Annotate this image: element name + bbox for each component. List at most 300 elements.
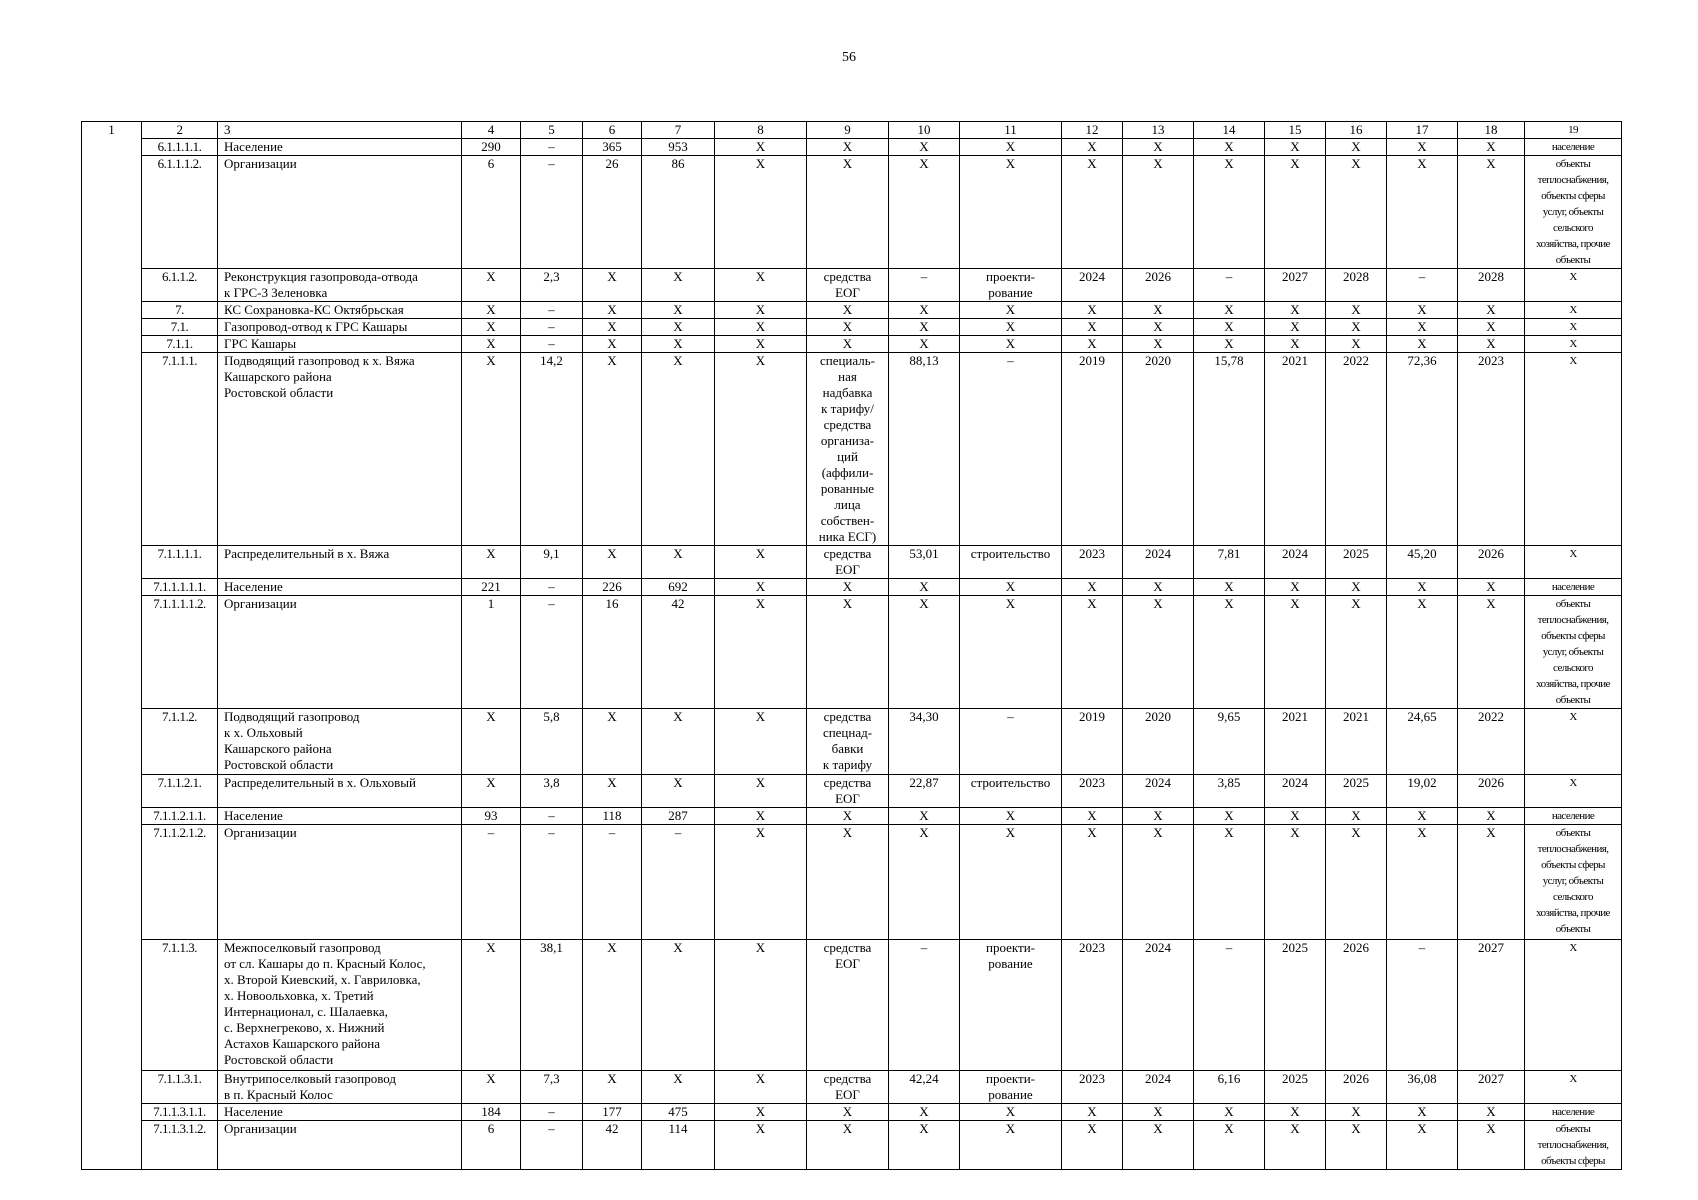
table-cell-col-3: Организации: [218, 596, 462, 709]
table-cell-col-3: Подводящий газопровод к х. Ольховый Кашарского района Ростовской области: [218, 709, 462, 775]
table-cell-col-8: X: [715, 709, 807, 775]
table-cell-col-7: 475: [642, 1104, 715, 1121]
table-cell-col-5: 38,1: [521, 940, 583, 1071]
table-cell-col-16: X: [1326, 1104, 1387, 1121]
table-cell-col-10: 22,87: [889, 775, 960, 808]
table-cell-col-7: 287: [642, 808, 715, 825]
table-cell-col-18: X: [1458, 139, 1525, 156]
table-cell-col-14: –: [1194, 940, 1265, 1071]
table-cell-col-8: X: [715, 319, 807, 336]
table-cell-col-3: Организации: [218, 156, 462, 269]
table-cell-col-1: [82, 596, 142, 709]
table-cell-col-8: X: [715, 156, 807, 269]
table-cell-col-17: X: [1387, 302, 1458, 319]
table-cell-col-12: X: [1062, 156, 1123, 269]
table-cell-col-9: X: [807, 1121, 889, 1170]
table-cell-col-13: X: [1123, 139, 1194, 156]
table-cell-col-8: X: [715, 775, 807, 808]
table-cell-col-6: X: [583, 302, 642, 319]
table-cell-col-3: Реконструкция газопровода-отвода к ГРС-3 Зеленовка: [218, 269, 462, 302]
table-cell-col-4: 93: [462, 808, 521, 825]
table-cell-col-4: –: [462, 825, 521, 940]
table-cell-col-6: X: [583, 709, 642, 775]
table-cell-col-3: Подводящий газопровод к х. Вяжа Кашарского района Ростовской области: [218, 353, 462, 546]
table-row: [82, 269, 1622, 302]
table-cell-col-9: X: [807, 596, 889, 709]
table-cell-col-14: X: [1194, 156, 1265, 269]
table-cell-col-17: 36,08: [1387, 1071, 1458, 1104]
table-cell-col-16: 2026: [1326, 940, 1387, 1071]
header-cell-col-5: 5: [521, 122, 583, 139]
table-cell-col-10: X: [889, 808, 960, 825]
table-cell-col-11: X: [960, 596, 1062, 709]
table-cell-col-17: 24,65: [1387, 709, 1458, 775]
table-cell-col-16: 2025: [1326, 546, 1387, 579]
table-cell-col-10: X: [889, 596, 960, 709]
table-cell-col-12: X: [1062, 596, 1123, 709]
page-number: 56: [842, 50, 856, 65]
table-cell-col-4: X: [462, 269, 521, 302]
table-cell-col-5: 14,2: [521, 353, 583, 546]
table-cell-col-6: 118: [583, 808, 642, 825]
table-cell-col-10: X: [889, 1121, 960, 1170]
table-cell-col-17: X: [1387, 596, 1458, 709]
table-cell-col-17: –: [1387, 269, 1458, 302]
table-cell-col-17: X: [1387, 336, 1458, 353]
table-cell-col-5: 9,1: [521, 546, 583, 579]
table-cell-col-10: 88,13: [889, 353, 960, 546]
table-cell-col-9: средства ЕОГ: [807, 775, 889, 808]
table-cell-col-18: 2027: [1458, 940, 1525, 1071]
table-cell-col-14: 15,78: [1194, 353, 1265, 546]
table-row: [82, 336, 1622, 353]
table-cell-col-15: X: [1265, 336, 1326, 353]
table-cell-col-15: 2021: [1265, 353, 1326, 546]
table-cell-col-1: [82, 1071, 142, 1104]
table-cell-col-3: Организации: [218, 825, 462, 940]
table-cell-col-2: 7.1.1.: [142, 336, 218, 353]
table-cell-col-5: 5,8: [521, 709, 583, 775]
table-cell-col-10: –: [889, 269, 960, 302]
table-row: [82, 808, 1622, 825]
table-cell-col-1: [82, 709, 142, 775]
table-cell-col-6: X: [583, 546, 642, 579]
table-cell-col-4: X: [462, 940, 521, 1071]
table-cell-col-16: X: [1326, 808, 1387, 825]
table-cell-col-7: 114: [642, 1121, 715, 1170]
table-cell-col-6: X: [583, 336, 642, 353]
table-cell-col-11: X: [960, 302, 1062, 319]
table-cell-col-2: 6.1.1.1.2.: [142, 156, 218, 269]
table-cell-col-8: X: [715, 1121, 807, 1170]
table-cell-col-3: КС Сохрановка-КС Октябрьская: [218, 302, 462, 319]
table-row: [82, 940, 1622, 1071]
table-row: [82, 775, 1622, 808]
table-cell-col-18: X: [1458, 808, 1525, 825]
table-cell-col-15: X: [1265, 808, 1326, 825]
table-cell-col-9: X: [807, 319, 889, 336]
table-cell-col-1: [82, 775, 142, 808]
table-cell-col-18: 2023: [1458, 353, 1525, 546]
table-cell-col-19: объекты теплоснабжения, объекты сферы услуг, объекты сельского хозяйства, прочие объекты: [1525, 156, 1622, 269]
table-cell-col-18: X: [1458, 302, 1525, 319]
table-cell-col-5: 2,3: [521, 269, 583, 302]
header-cell-col-15: 15: [1265, 122, 1326, 139]
header-cell-col-2: 2: [142, 122, 218, 139]
table-cell-col-19: X: [1525, 269, 1622, 302]
table-cell-col-2: 7.1.1.3.1.: [142, 1071, 218, 1104]
table-cell-col-10: X: [889, 139, 960, 156]
table-cell-col-7: X: [642, 775, 715, 808]
table-cell-col-7: 953: [642, 139, 715, 156]
table-cell-col-2: 7.1.1.2.: [142, 709, 218, 775]
table-cell-col-14: 3,85: [1194, 775, 1265, 808]
table-cell-col-6: 42: [583, 1121, 642, 1170]
table-cell-col-1: [82, 302, 142, 319]
table-cell-col-4: X: [462, 709, 521, 775]
table-cell-col-3: Газопровод-отвод к ГРС Кашары: [218, 319, 462, 336]
table-cell-col-1: [82, 1121, 142, 1170]
table-cell-col-3: Распределительный в х. Вяжа: [218, 546, 462, 579]
table-cell-col-4: X: [462, 336, 521, 353]
table-cell-col-17: X: [1387, 1121, 1458, 1170]
table-cell-col-8: X: [715, 269, 807, 302]
table-cell-col-7: X: [642, 319, 715, 336]
table-cell-col-5: –: [521, 336, 583, 353]
table-cell-col-5: –: [521, 302, 583, 319]
table-cell-col-3: Организации: [218, 1121, 462, 1170]
table-cell-col-15: X: [1265, 139, 1326, 156]
table-cell-col-8: X: [715, 1071, 807, 1104]
table-cell-col-7: X: [642, 1071, 715, 1104]
table-cell-col-2: 7.: [142, 302, 218, 319]
table-cell-col-13: X: [1123, 579, 1194, 596]
table-cell-col-13: X: [1123, 596, 1194, 709]
table-cell-col-4: X: [462, 546, 521, 579]
table-cell-col-11: X: [960, 156, 1062, 269]
table-cell-col-4: X: [462, 302, 521, 319]
table-cell-col-18: X: [1458, 579, 1525, 596]
table-cell-col-8: X: [715, 302, 807, 319]
table-cell-col-2: 6.1.1.2.: [142, 269, 218, 302]
table-cell-col-6: –: [583, 825, 642, 940]
table-cell-col-11: X: [960, 579, 1062, 596]
table-cell-col-15: 2025: [1265, 940, 1326, 1071]
table-cell-col-14: X: [1194, 596, 1265, 709]
table-cell-col-15: X: [1265, 1121, 1326, 1170]
table-cell-col-9: средства ЕОГ: [807, 546, 889, 579]
table-cell-col-3: Население: [218, 808, 462, 825]
table-cell-col-10: 34,30: [889, 709, 960, 775]
table-cell-col-18: 2022: [1458, 709, 1525, 775]
table-cell-col-5: –: [521, 1104, 583, 1121]
table-cell-col-16: 2022: [1326, 353, 1387, 546]
table-cell-col-1: [82, 1104, 142, 1121]
table-cell-col-7: –: [642, 825, 715, 940]
table-cell-col-2: 7.1.1.3.1.1.: [142, 1104, 218, 1121]
table-cell-col-18: X: [1458, 319, 1525, 336]
table-cell-col-10: X: [889, 336, 960, 353]
header-cell-col-10: 10: [889, 122, 960, 139]
table-cell-col-10: –: [889, 940, 960, 1071]
header-cell-col-9: 9: [807, 122, 889, 139]
table-cell-col-1: [82, 336, 142, 353]
table-cell-col-12: 2023: [1062, 546, 1123, 579]
table-cell-col-16: 2025: [1326, 775, 1387, 808]
table-cell-col-12: X: [1062, 579, 1123, 596]
table-row: [82, 596, 1622, 709]
table-cell-col-11: X: [960, 1121, 1062, 1170]
table-cell-col-1: [82, 353, 142, 546]
table-cell-col-6: 26: [583, 156, 642, 269]
table-cell-col-14: X: [1194, 1121, 1265, 1170]
table-cell-col-16: X: [1326, 336, 1387, 353]
table-cell-col-16: X: [1326, 579, 1387, 596]
table-cell-col-2: 7.1.: [142, 319, 218, 336]
table-cell-col-5: –: [521, 1121, 583, 1170]
table-cell-col-16: X: [1326, 825, 1387, 940]
table-cell-col-18: X: [1458, 825, 1525, 940]
table-cell-col-2: 7.1.1.3.1.2.: [142, 1121, 218, 1170]
table-cell-col-2: 7.1.1.1.: [142, 353, 218, 546]
table-cell-col-19: X: [1525, 302, 1622, 319]
table-row: [82, 302, 1622, 319]
header-cell-col-18: 18: [1458, 122, 1525, 139]
table-cell-col-2: 7.1.1.1.1.2.: [142, 596, 218, 709]
table-cell-col-19: X: [1525, 546, 1622, 579]
table-cell-col-3: Распределительный в х. Ольховый: [218, 775, 462, 808]
table-cell-col-14: X: [1194, 579, 1265, 596]
table-cell-col-14: 7,81: [1194, 546, 1265, 579]
table-cell-col-4: X: [462, 775, 521, 808]
table-cell-col-9: средства спецнад- бавки к тарифу: [807, 709, 889, 775]
table-cell-col-14: X: [1194, 336, 1265, 353]
table-cell-col-4: 6: [462, 156, 521, 269]
table-cell-col-16: X: [1326, 319, 1387, 336]
header-cell-col-12: 12: [1062, 122, 1123, 139]
header-cell-col-6: 6: [583, 122, 642, 139]
table-cell-col-7: X: [642, 353, 715, 546]
table-cell-col-8: X: [715, 579, 807, 596]
table-cell-col-1: [82, 825, 142, 940]
table-cell-col-5: –: [521, 319, 583, 336]
table-cell-col-8: X: [715, 139, 807, 156]
header-cell-col-8: 8: [715, 122, 807, 139]
table-cell-col-11: X: [960, 825, 1062, 940]
table-cell-col-13: X: [1123, 1104, 1194, 1121]
table-cell-col-7: X: [642, 302, 715, 319]
table-cell-col-17: 19,02: [1387, 775, 1458, 808]
table-cell-col-19: X: [1525, 1071, 1622, 1104]
table-cell-col-19: население: [1525, 139, 1622, 156]
header-cell-col-7: 7: [642, 122, 715, 139]
table-cell-col-6: 177: [583, 1104, 642, 1121]
table-cell-col-18: X: [1458, 156, 1525, 269]
table-cell-col-10: 53,01: [889, 546, 960, 579]
table-cell-col-13: X: [1123, 336, 1194, 353]
table-cell-col-12: 2023: [1062, 775, 1123, 808]
table-cell-col-14: X: [1194, 139, 1265, 156]
table-cell-col-9: X: [807, 808, 889, 825]
table-cell-col-16: X: [1326, 1121, 1387, 1170]
table-cell-col-10: X: [889, 1104, 960, 1121]
table-cell-col-15: 2027: [1265, 269, 1326, 302]
table-row: [82, 1121, 1622, 1170]
table-cell-col-14: –: [1194, 269, 1265, 302]
table-cell-col-11: проекти- рование: [960, 940, 1062, 1071]
table-cell-col-14: 6,16: [1194, 1071, 1265, 1104]
table-cell-col-17: X: [1387, 825, 1458, 940]
table-cell-col-10: X: [889, 579, 960, 596]
table-cell-col-12: 2023: [1062, 940, 1123, 1071]
table-cell-col-4: 221: [462, 579, 521, 596]
table-cell-col-11: X: [960, 319, 1062, 336]
table-cell-col-9: X: [807, 825, 889, 940]
table-cell-col-13: X: [1123, 808, 1194, 825]
table-cell-col-3: Население: [218, 139, 462, 156]
table-cell-col-19: X: [1525, 940, 1622, 1071]
table-cell-col-15: X: [1265, 156, 1326, 269]
table-cell-col-14: X: [1194, 319, 1265, 336]
table-cell-col-1: [82, 579, 142, 596]
header-cell-col-3: 3: [218, 122, 462, 139]
table-cell-col-9: X: [807, 579, 889, 596]
table-cell-col-13: 2020: [1123, 709, 1194, 775]
table-cell-col-16: 2021: [1326, 709, 1387, 775]
table-cell-col-8: X: [715, 940, 807, 1071]
table-cell-col-12: X: [1062, 808, 1123, 825]
table-cell-col-4: X: [462, 1071, 521, 1104]
table-cell-col-7: 42: [642, 596, 715, 709]
table-cell-col-12: X: [1062, 1121, 1123, 1170]
table-cell-col-15: 2024: [1265, 775, 1326, 808]
table-cell-col-10: X: [889, 825, 960, 940]
table-cell-col-15: X: [1265, 596, 1326, 709]
table-row: [82, 1104, 1622, 1121]
table-cell-col-17: 72,36: [1387, 353, 1458, 546]
table-cell-col-7: X: [642, 546, 715, 579]
table-cell-col-6: 365: [583, 139, 642, 156]
table-row: [82, 579, 1622, 596]
table-cell-col-8: X: [715, 596, 807, 709]
table-cell-col-18: X: [1458, 336, 1525, 353]
table-cell-col-12: X: [1062, 302, 1123, 319]
header-cell-col-17: 17: [1387, 122, 1458, 139]
table-cell-col-14: X: [1194, 808, 1265, 825]
table-cell-col-11: проекти- рование: [960, 269, 1062, 302]
table-cell-col-11: X: [960, 336, 1062, 353]
table-cell-col-1: [82, 808, 142, 825]
table-cell-col-16: X: [1326, 156, 1387, 269]
table-cell-col-18: 2026: [1458, 775, 1525, 808]
table-cell-col-13: X: [1123, 825, 1194, 940]
table-cell-col-5: –: [521, 825, 583, 940]
gas-infrastructure-table: [81, 121, 1622, 1170]
table-cell-col-6: X: [583, 319, 642, 336]
table-cell-col-10: X: [889, 302, 960, 319]
table-cell-col-16: X: [1326, 596, 1387, 709]
table-cell-col-15: X: [1265, 825, 1326, 940]
table-cell-col-12: 2023: [1062, 1071, 1123, 1104]
table-cell-col-1: [82, 139, 142, 156]
header-cell-col-11: 11: [960, 122, 1062, 139]
table-cell-col-14: X: [1194, 302, 1265, 319]
table-cell-col-17: X: [1387, 319, 1458, 336]
table-cell-col-3: Межпоселковый газопровод от сл. Кашары до п. Красный Колос, х. Второй Киевский, х. Гавриловка, х. Новоольховка, х. Третий Интернационал, с. Шалаевка, с. Верхнегреково, х. Нижний Астахов Кашарского района Ростовской области: [218, 940, 462, 1071]
table-cell-col-2: 7.1.1.3.: [142, 940, 218, 1071]
table-cell-col-16: 2026: [1326, 1071, 1387, 1104]
table-row: [82, 156, 1622, 269]
table-cell-col-19: население: [1525, 808, 1622, 825]
table-cell-col-2: 6.1.1.1.1.: [142, 139, 218, 156]
table-cell-col-1: [82, 546, 142, 579]
table-cell-col-9: средства ЕОГ: [807, 940, 889, 1071]
table-cell-col-8: X: [715, 825, 807, 940]
table-cell-col-12: X: [1062, 336, 1123, 353]
table-cell-col-9: средства ЕОГ: [807, 1071, 889, 1104]
table-cell-col-10: 42,24: [889, 1071, 960, 1104]
table-cell-col-12: X: [1062, 139, 1123, 156]
table-cell-col-2: 7.1.1.2.1.2.: [142, 825, 218, 940]
table-cell-col-10: X: [889, 319, 960, 336]
table-cell-col-11: проекти- рование: [960, 1071, 1062, 1104]
table-cell-col-1: [82, 319, 142, 336]
table-cell-col-3: Население: [218, 579, 462, 596]
table-cell-col-12: X: [1062, 319, 1123, 336]
table-cell-col-6: X: [583, 1071, 642, 1104]
table-cell-col-9: X: [807, 336, 889, 353]
table-cell-col-13: X: [1123, 156, 1194, 269]
table-cell-col-7: X: [642, 709, 715, 775]
table-cell-col-4: 290: [462, 139, 521, 156]
table-cell-col-13: 2026: [1123, 269, 1194, 302]
table-cell-col-18: 2026: [1458, 546, 1525, 579]
table-cell-col-3: Внутрипоселковый газопровод в п. Красный Колос: [218, 1071, 462, 1104]
table-cell-col-18: X: [1458, 1121, 1525, 1170]
table-cell-col-5: 7,3: [521, 1071, 583, 1104]
table-cell-col-13: 2024: [1123, 940, 1194, 1071]
header-cell-col-19: 19: [1525, 122, 1622, 139]
table-cell-col-19: X: [1525, 319, 1622, 336]
table-cell-col-3: ГРС Кашары: [218, 336, 462, 353]
table-row: [82, 546, 1622, 579]
table-cell-col-17: X: [1387, 808, 1458, 825]
table-cell-col-8: X: [715, 808, 807, 825]
table-cell-col-8: X: [715, 546, 807, 579]
table-cell-col-18: 2028: [1458, 269, 1525, 302]
table-cell-col-4: 6: [462, 1121, 521, 1170]
table-cell-col-9: средства ЕОГ: [807, 269, 889, 302]
table-cell-col-13: X: [1123, 302, 1194, 319]
table-cell-col-2: 7.1.1.2.1.: [142, 775, 218, 808]
table-cell-col-9: X: [807, 139, 889, 156]
table-cell-col-7: 692: [642, 579, 715, 596]
table-cell-col-11: –: [960, 353, 1062, 546]
table-cell-col-18: X: [1458, 1104, 1525, 1121]
table-cell-col-9: X: [807, 1104, 889, 1121]
table-cell-col-17: X: [1387, 1104, 1458, 1121]
table-cell-col-13: 2024: [1123, 546, 1194, 579]
table-cell-col-19: объекты теплоснабжения, объекты сферы услуг, объекты сельского хозяйства, прочие объекты: [1525, 596, 1622, 709]
table-row: [82, 825, 1622, 940]
table-cell-col-11: X: [960, 1104, 1062, 1121]
header-cell-col-13: 13: [1123, 122, 1194, 139]
table-cell-col-13: 2024: [1123, 775, 1194, 808]
header-cell-col-4: 4: [462, 122, 521, 139]
table-row: [82, 1071, 1622, 1104]
table-cell-col-8: X: [715, 353, 807, 546]
table-row: [82, 139, 1622, 156]
